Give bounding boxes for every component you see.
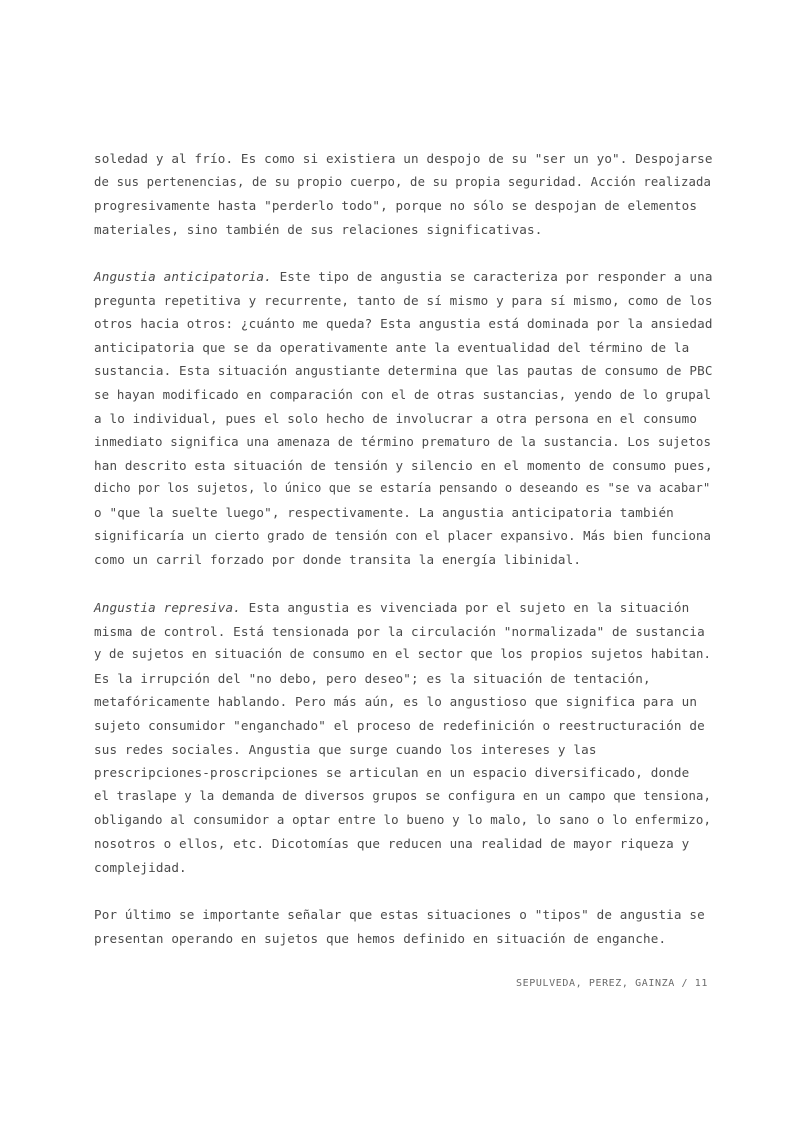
section-heading-represiva: Angustia represiva. — [94, 600, 241, 615]
text-line: se hayan modificado en comparación con el de otras sustancias, yendo de lo grupal — [94, 386, 712, 402]
text-line: obligando al consumidor a optar entre lo bueno y lo malo, lo sano o lo enfermizo, — [94, 812, 712, 828]
text-line: otros hacia otros: ¿cuánto me queda? Esta angustia está dominada por la ansiedad — [94, 316, 713, 332]
text-line-first — [94, 265, 714, 289]
text-line: inmediato significa una amenaza de término prematuro de la sustancia. Los sujetos — [94, 434, 712, 450]
text-line-rest: Esta angustia es vivenciada por el sujeto en la situación — [240, 600, 690, 615]
paragraph-despojo — [94, 147, 714, 241]
text-line: o "que la suelte luego", respectivamente. La angustia anticipatoria también — [94, 504, 674, 520]
text-line: el traslape y la demanda de diversos grupos se configura en un campo que tensiona, — [94, 788, 712, 803]
text-line: significaría un cierto grado de tensión con el placer expansivo. Más bien funciona — [94, 528, 712, 543]
section-heading-anticipatoria: Angustia anticipatoria. — [94, 269, 272, 284]
page-footer-running-head: SEPULVEDA, PEREZ, GAINZA / 11 — [516, 978, 708, 989]
text-line: nosotros o ellos, etc. Dicotomías que reducen una realidad de mayor riqueza y — [94, 835, 690, 851]
paragraph-angustia-anticipatoria — [94, 265, 714, 572]
paragraph-conclusion — [94, 903, 714, 950]
text-line-rest: Este tipo de angustia se caracteriza por responder a una — [271, 269, 713, 284]
text-line: metafóricamente hablando. Pero más aún, es lo angustioso que significa para un — [94, 694, 698, 710]
text-line: materiales, sino también de sus relaciones significativas. — [94, 221, 543, 237]
text-line: dicho por los sujetos, lo único que se estaría pensando o deseando es "se va acabar" — [94, 481, 711, 496]
text-line: progresivamente hasta "perderlo todo", porque no sólo se despojan de elementos — [94, 198, 698, 214]
paragraph-angustia-represiva — [94, 596, 714, 879]
text-line: misma de control. Está tensionada por la circulación "normalizada" de sustancia — [94, 623, 705, 639]
text-line: de sus pertenencias, de su propio cuerpo, de su propia seguridad. Acción realizada — [94, 174, 712, 189]
text-line: como un carril forzado por donde transita la energía libinidal. — [94, 552, 582, 568]
text-line: han descrito esta situación de tensión y silencio en el momento de consumo pues, — [94, 457, 713, 473]
text-line: sustancia. Esta situación angustiante determina que las pautas de consumo de PBC — [94, 363, 713, 379]
text-line: anticipatoria que se da operativamente ante la eventualidad del término de la — [94, 339, 690, 355]
text-line: a lo individual, pues el solo hecho de involucrar a otra persona en el consumo — [94, 410, 698, 426]
text-line: pregunta repetitiva y recurrente, tanto de sí mismo y para sí mismo, como de los — [94, 292, 713, 308]
text-line: Es la irrupción del "no debo, pero deseo"; es la situación de tentación, — [94, 670, 651, 686]
text-line: prescripciones-proscripciones se articulan en un espacio diversificado, donde — [94, 765, 690, 781]
text-line: presentan operando en sujetos que hemos definido en situación de enganche. — [94, 930, 667, 946]
text-line: sus redes sociales. Angustia que surge cuando los intereses y las — [94, 741, 597, 757]
text-line: sujeto consumidor "enganchado" el proceso de redefinición o reestructuración de — [94, 717, 705, 733]
text-line: y de sujetos en situación de consumo en el sector que los propios sujetos habitan. — [94, 647, 712, 662]
text-line: complejidad. — [94, 859, 187, 875]
text-line: Por último se importante señalar que estas situaciones o "tipos" de angustia se — [94, 907, 705, 922]
text-line-first — [94, 596, 714, 620]
text-line: soledad y al frío. Es como si existiera un despojo de su "ser un yo". Despojarse — [94, 151, 713, 166]
